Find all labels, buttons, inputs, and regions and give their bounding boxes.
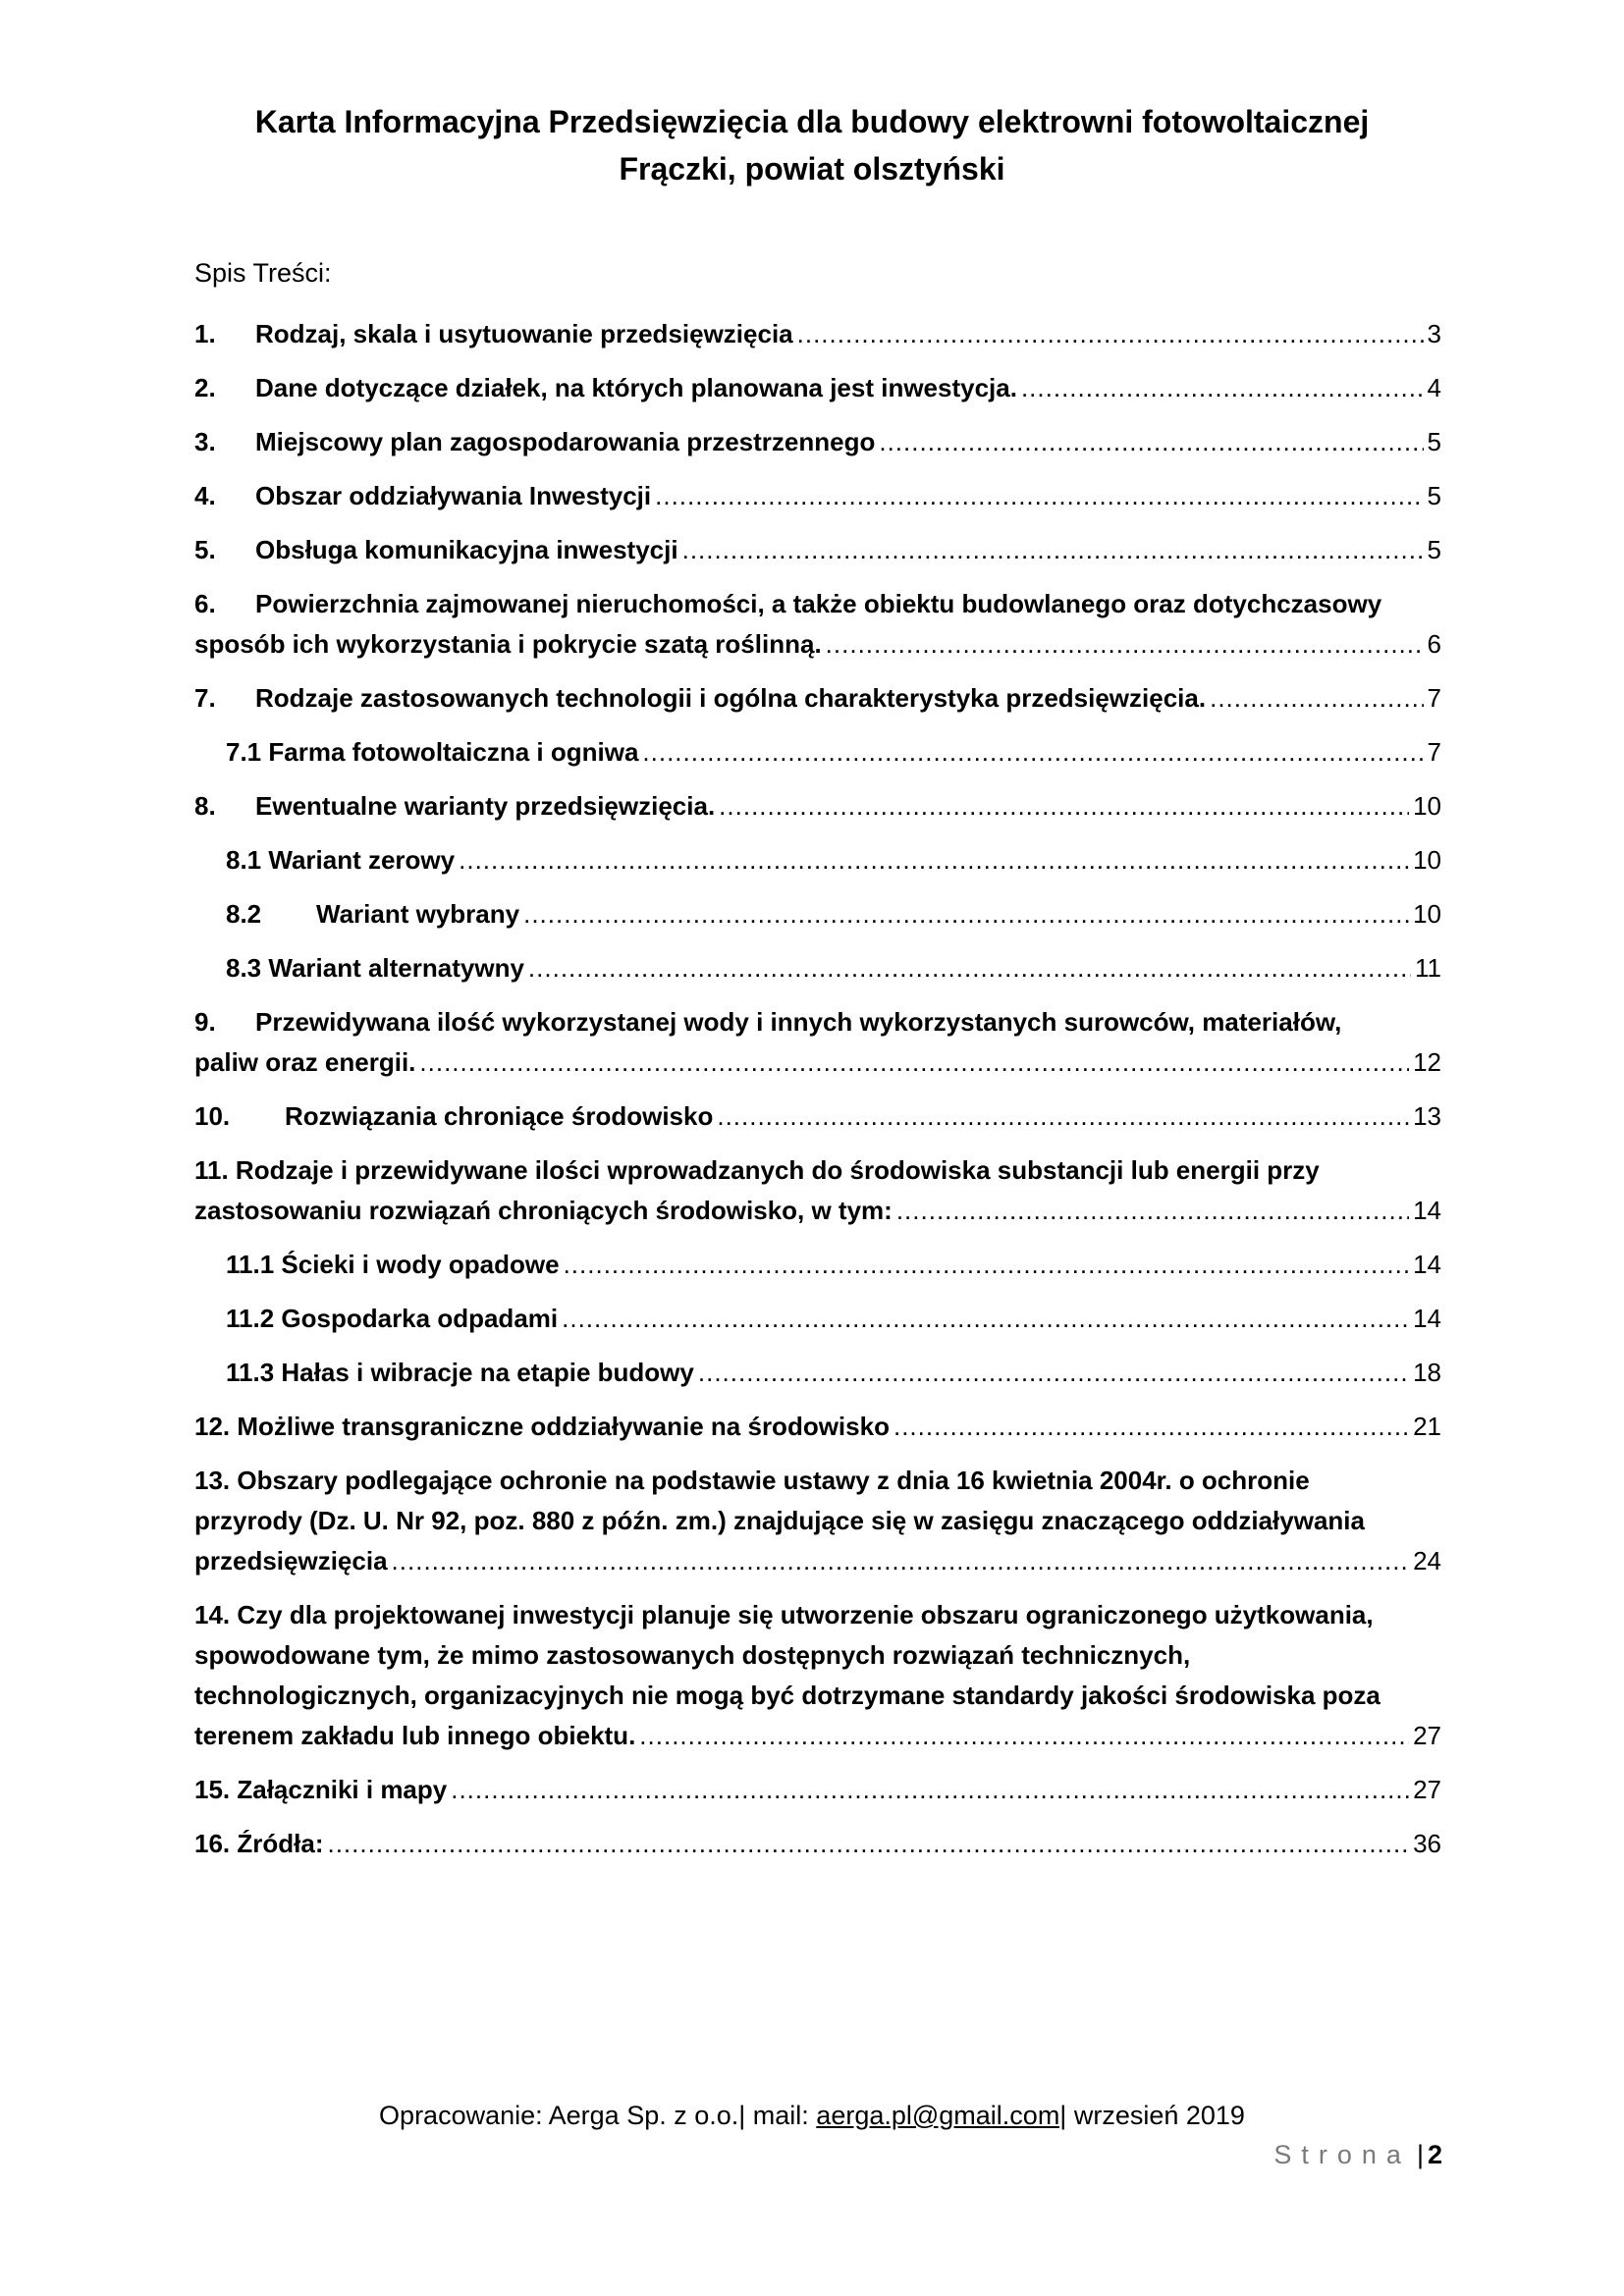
toc-page-number: 36 — [1413, 1829, 1441, 1858]
toc-entry-line — [194, 1676, 1441, 1716]
page-number-label — [1273, 2140, 1442, 2170]
toc-entry-title — [194, 1541, 388, 1581]
toc-entry-text: 14. Czy dla projektowanej inwestycji planuje się utworzenie obszaru ograniczonego użytkowania, — [194, 1600, 1374, 1629]
toc-page-number: 11 — [1415, 953, 1441, 983]
page-separator: | — [1416, 2140, 1424, 2169]
toc-leader-dots — [717, 1096, 1409, 1137]
toc-entry-text: terenem zakładu lub innego obiektu. — [194, 1721, 636, 1750]
toc-entry-text: 16. Źródła: — [194, 1829, 324, 1858]
toc-entry-text: Rozwiązania chroniące środowisko — [285, 1101, 714, 1131]
toc-entry[interactable] — [194, 1824, 1441, 1864]
toc-entry-text: przyrody (Dz. U. Nr 92, poz. 880 z późn. zm.) znajdujące się w zasięgu znaczącego oddziaływania — [194, 1506, 1365, 1535]
toc-entry-number: 7. — [194, 683, 216, 713]
toc-entry-title — [194, 678, 1206, 719]
toc-page-number: 14 — [1413, 1196, 1441, 1225]
toc-entry-title — [194, 624, 822, 665]
toc-entry[interactable] — [194, 1595, 1441, 1756]
toc-entry-title — [226, 894, 519, 934]
title-line-1: Karta Informacyjna Przedsięwzięcia dla budowy elektrowni fotowoltaicznej — [254, 104, 1370, 139]
toc-entry-text: Rodzaj, skala i usytuowanie przedsięwzięcia — [255, 319, 793, 348]
toc-entry-title — [226, 1299, 558, 1339]
toc-entry-title — [226, 1245, 560, 1285]
toc-entry-line — [194, 1501, 1441, 1541]
table-of-contents — [194, 314, 1441, 1878]
toc-entry[interactable] — [194, 1245, 1441, 1285]
toc-leader-dots — [893, 1407, 1409, 1447]
toc-entry-text: 7.1 Farma fotowoltaiczna i ogniwa — [226, 737, 639, 767]
toc-entry-text: zastosowaniu rozwiązań chroniących środowisko, w tym: — [194, 1196, 893, 1225]
footer-suffix: wrzesień 2019 — [1066, 2101, 1245, 2130]
toc-page-number: 27 — [1413, 1721, 1441, 1750]
toc-leader-dots — [797, 314, 1424, 354]
toc-page-number: 7 — [1427, 683, 1441, 713]
toc-entry-text: Obsługa komunikacyjna inwestycji — [255, 535, 678, 564]
toc-page-number: 27 — [1413, 1775, 1441, 1804]
toc-entry[interactable] — [194, 1150, 1441, 1231]
toc-leader-dots — [451, 1770, 1409, 1810]
toc-entry-text: Ewentualne warianty przedsięwzięcia. — [255, 791, 716, 821]
toc-entry-title — [226, 1353, 694, 1393]
toc-page-number: 5 — [1427, 535, 1441, 564]
toc-entry-text: Rodzaje zastosowanych technologii i ogólna charakterystyka przedsięwzięcia. — [255, 683, 1207, 713]
toc-page-number: 13 — [1413, 1101, 1441, 1131]
toc-entry[interactable] — [194, 948, 1441, 988]
toc-entry-text: spowodowane tym, że mimo zastosowanych dostępnych rozwiązań technicznych, — [194, 1640, 1191, 1670]
toc-entry-text: 11.2 Gospodarka odpadami — [226, 1304, 559, 1333]
toc-entry[interactable] — [194, 368, 1441, 408]
toc-entry-title — [226, 948, 524, 988]
toc-leader-dots — [879, 422, 1423, 462]
toc-page-number: 7 — [1427, 737, 1441, 767]
toc-entry[interactable] — [194, 584, 1441, 665]
toc-entry-text: technologicznych, organizacyjnych nie mogą być dotrzymane standardy jakości środowiska poza — [194, 1681, 1380, 1710]
toc-entry-title — [226, 840, 455, 881]
toc-entry-title — [194, 1716, 635, 1756]
toc-page-number: 12 — [1413, 1047, 1441, 1077]
toc-page-number: 24 — [1413, 1546, 1441, 1575]
toc-entry-line — [194, 584, 1441, 624]
toc-page-number: 5 — [1427, 427, 1441, 456]
toc-leader-dots — [327, 1824, 1409, 1864]
toc-entry-text: przedsięwzięcia — [194, 1546, 388, 1575]
toc-entry-title — [194, 422, 875, 462]
toc-entry-title — [194, 1096, 713, 1137]
toc-entry-number: 5. — [194, 535, 216, 564]
toc-entry[interactable] — [194, 840, 1441, 881]
toc-entry-title — [194, 1042, 415, 1083]
toc-leader-dots — [682, 530, 1424, 570]
toc-entry-title — [194, 530, 678, 570]
toc-entry[interactable] — [194, 786, 1441, 827]
toc-heading: Spis Treści: — [194, 258, 332, 288]
toc-leader-dots — [698, 1353, 1409, 1393]
toc-leader-dots — [1021, 368, 1424, 408]
toc-entry-text: 11.1 Ścieki i wody opadowe — [226, 1250, 560, 1279]
toc-leader-dots — [392, 1541, 1410, 1581]
toc-entry-line — [194, 1150, 1441, 1191]
toc-leader-dots — [419, 1042, 1409, 1083]
toc-entry-title — [194, 1407, 890, 1447]
footer-mail-link[interactable]: aerga.pl@gmail.com| — [816, 2101, 1067, 2130]
toc-entry[interactable] — [194, 1353, 1441, 1393]
page-footer — [0, 2101, 1624, 2131]
toc-entry[interactable] — [194, 1002, 1441, 1083]
toc-page-number: 3 — [1427, 319, 1441, 348]
toc-entry-number: 1. — [194, 319, 216, 348]
toc-entry-text: Wariant wybrany — [316, 899, 520, 929]
toc-leader-dots — [459, 840, 1409, 881]
toc-entry-title — [194, 476, 651, 516]
toc-entry[interactable] — [194, 1299, 1441, 1339]
page-number: 2 — [1427, 2140, 1442, 2169]
toc-page-number: 21 — [1413, 1412, 1441, 1441]
toc-entry-title — [194, 786, 715, 827]
toc-entry-text: Obszar oddziaływania Inwestycji — [255, 481, 652, 510]
toc-entry[interactable] — [194, 732, 1441, 773]
toc-entry-text: Powierzchnia zajmowanej nieruchomości, a także obiektu budowlanego oraz dotychczasowy — [255, 589, 1382, 618]
toc-entry-text: 15. Załączniki i mapy — [194, 1775, 448, 1804]
toc-entry-text: Miejscowy plan zagospodarowania przestrzennego — [255, 427, 876, 456]
toc-leader-dots — [719, 786, 1409, 827]
toc-entry-number: 8.2 — [226, 899, 262, 929]
toc-entry-title — [194, 314, 793, 354]
toc-entry-title — [194, 1824, 323, 1864]
toc-entry-line — [194, 1002, 1441, 1042]
toc-entry[interactable] — [194, 1407, 1441, 1447]
toc-entry-text: Dane dotyczące działek, na których planowana jest inwestycja. — [255, 373, 1017, 402]
toc-leader-dots — [655, 476, 1423, 516]
toc-entry-text: paliw oraz energii. — [194, 1047, 416, 1077]
toc-page-number: 14 — [1413, 1304, 1441, 1333]
toc-entry[interactable] — [194, 530, 1441, 570]
toc-entry[interactable] — [194, 894, 1441, 934]
toc-entry-line — [194, 1635, 1441, 1676]
toc-entry[interactable] — [194, 476, 1441, 516]
toc-leader-dots — [642, 732, 1423, 773]
toc-entry[interactable] — [194, 1770, 1441, 1810]
toc-leader-dots — [1210, 678, 1423, 719]
toc-entry-text: 12. Możliwe transgraniczne oddziaływanie na środowisko — [194, 1412, 890, 1441]
toc-entry-line — [194, 1461, 1441, 1501]
title-line-2: Frączki, powiat olsztyński — [619, 151, 1005, 187]
toc-entry[interactable] — [194, 314, 1441, 354]
toc-entry[interactable] — [194, 1096, 1441, 1137]
toc-page-number: 5 — [1427, 481, 1441, 510]
toc-entry-title — [226, 732, 638, 773]
toc-entry-line — [194, 1595, 1441, 1635]
toc-page-number: 18 — [1413, 1358, 1441, 1387]
toc-entry-text: 11.3 Hałas i wibracje na etapie budowy — [226, 1358, 694, 1387]
toc-leader-dots — [826, 624, 1424, 665]
toc-page-number: 10 — [1413, 791, 1441, 821]
toc-entry-title — [194, 1770, 447, 1810]
toc-page-number: 6 — [1427, 629, 1441, 659]
toc-entry-text: 8.1 Wariant zerowy — [226, 845, 456, 875]
toc-entry-number: 2. — [194, 373, 216, 402]
toc-leader-dots — [528, 948, 1411, 988]
toc-entry-number: 10. — [194, 1101, 231, 1131]
toc-entry-text: 13. Obszary podlegające ochronie na podstawie ustawy z dnia 16 kwietnia 2004r. o ochronie — [194, 1466, 1310, 1495]
toc-entry-title — [194, 1191, 893, 1231]
toc-entry-number: 9. — [194, 1007, 216, 1037]
toc-page-number: 10 — [1413, 899, 1441, 929]
toc-leader-dots — [564, 1245, 1410, 1285]
toc-leader-dots — [896, 1191, 1409, 1231]
toc-leader-dots — [562, 1299, 1409, 1339]
page-word: Strona — [1273, 2140, 1411, 2169]
toc-entry[interactable] — [194, 678, 1441, 719]
toc-leader-dots — [523, 894, 1409, 934]
toc-leader-dots — [639, 1716, 1409, 1756]
toc-entry-number: 4. — [194, 481, 216, 510]
toc-page-number: 4 — [1427, 373, 1441, 402]
toc-entry-number: 8. — [194, 791, 216, 821]
toc-entry-number: 6. — [194, 589, 216, 618]
toc-entry-title — [194, 368, 1017, 408]
toc-entry[interactable] — [194, 1461, 1441, 1581]
toc-entry-text: sposób ich wykorzystania i pokrycie szatą roślinną. — [194, 629, 822, 659]
toc-page-number: 10 — [1413, 845, 1441, 875]
toc-entry-text: Przewidywana ilość wykorzystanej wody i innych wykorzystanych surowców, materiałów, — [255, 1007, 1342, 1037]
toc-entry-number: 3. — [194, 427, 216, 456]
toc-entry[interactable] — [194, 422, 1441, 462]
toc-page-number: 14 — [1413, 1250, 1441, 1279]
document-title — [147, 98, 1477, 192]
footer-prefix: Opracowanie: Aerga Sp. z o.o.| mail: — [379, 2101, 817, 2130]
toc-entry-text: 11. Rodzaje i przewidywane ilości wprowadzanych do środowiska substancji lub energii przy — [194, 1155, 1320, 1185]
toc-entry-text: 8.3 Wariant alternatywny — [226, 953, 524, 983]
